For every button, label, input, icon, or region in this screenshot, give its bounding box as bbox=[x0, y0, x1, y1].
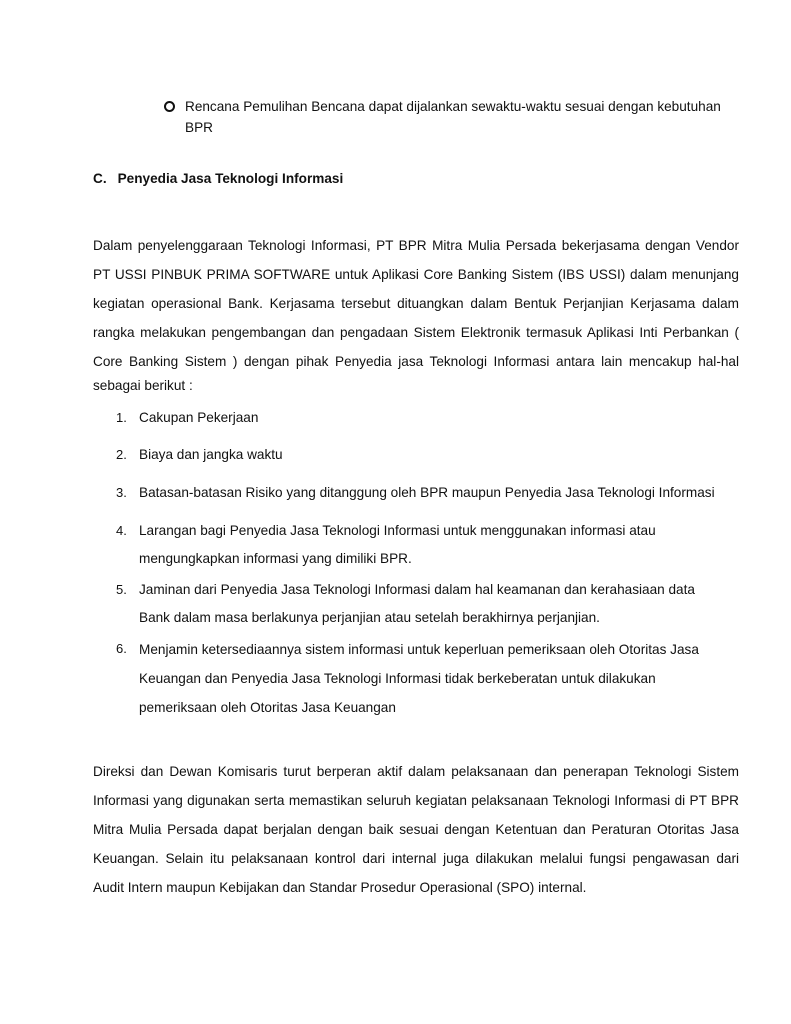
list-item-text: Menjamin ketersediaannya sistem informasi untuk keperluan pemeriksaan oleh Otoritas Jasa Keuangan dan Penyedia Jasa Teknologi Informasi tidak berkeberatan untuk dilakukan pemeriksaan oleh Otoritas Jasa Keuangan bbox=[139, 642, 699, 715]
closing-paragraph bbox=[93, 757, 739, 902]
section-title: Penyedia Jasa Teknologi Informasi bbox=[117, 171, 344, 186]
intro-paragraph bbox=[93, 231, 739, 396]
list-item-number: 5. bbox=[116, 582, 127, 597]
section-heading bbox=[93, 168, 343, 189]
closing-paragraph-tail: Audit Intern maupun Kebijakan dan Standar Prosedur Operasional (SPO) internal. bbox=[93, 880, 587, 895]
list-item-number: 2. bbox=[116, 447, 127, 462]
list-item-number: 3. bbox=[116, 485, 127, 500]
list-item-text: Larangan bagi Penyedia Jasa Teknologi Informasi untuk menggunakan informasi atau mengungkapkan informasi yang dimiliki BPR. bbox=[139, 523, 656, 566]
list-item-text: Jaminan dari Penyedia Jasa Teknologi Informasi dalam hal keamanan dan kerahasiaan data Bank dalam masa berlakunya perjanjian atau setelah berakhirnya perjanjian. bbox=[139, 582, 695, 625]
intro-paragraph-body: Dalam penyelenggaraan Teknologi Informasi, PT BPR Mitra Mulia Persada bekerjasama dengan Vendor PT USSI PINBUK PRIMA SOFTWARE untuk Aplikasi Core Banking Sistem (IBS USSI) dalam menunjang kegiatan operasional Bank. Kerjasama tersebut dituangkan dalam Bentuk Perjanjian Kerjasama dalam rangka melakukan pengembangan dan pengadaan Sistem Elektronik termasuk Aplikasi Inti Perbankan ( Core Banking Sistem ) dengan pihak Penyedia jasa Teknologi Informasi antara lain mencakup hal-hal bbox=[93, 238, 739, 369]
list-item-number: 6. bbox=[116, 641, 127, 656]
intro-paragraph-tail: sebagai berikut : bbox=[93, 378, 193, 393]
list-item-text: Biaya dan jangka waktu bbox=[139, 447, 283, 462]
section-letter: C. bbox=[93, 171, 107, 186]
bullet-text: Rencana Pemulihan Bencana dapat dijalankan sewaktu-waktu sesuai dengan kebutuhan BPR bbox=[185, 99, 721, 135]
list-item-number: 4. bbox=[116, 523, 127, 538]
list-item-text: Batasan-batasan Risiko yang ditanggung oleh BPR maupun Penyedia Jasa Teknologi Informasi bbox=[139, 485, 715, 500]
closing-paragraph-body: Direksi dan Dewan Komisaris turut berperan aktif dalam pelaksanaan dan penerapan Teknologi Sistem Informasi yang digunakan serta memastikan seluruh kegiatan pelaksanaan Teknologi Informasi di PT BPR Mitra Mulia Persada dapat berjalan dengan baik sesuai dengan Ketentuan dan Peraturan Otoritas Jasa Keuangan. Selain itu pelaksanaan kontrol dari internal juga dilakukan melalui fungsi pengawasan dari bbox=[93, 764, 739, 866]
list-item-text: Cakupan Pekerjaan bbox=[139, 410, 259, 425]
hollow-circle-bullet-icon bbox=[164, 101, 175, 112]
list-item-number: 1. bbox=[116, 410, 127, 425]
